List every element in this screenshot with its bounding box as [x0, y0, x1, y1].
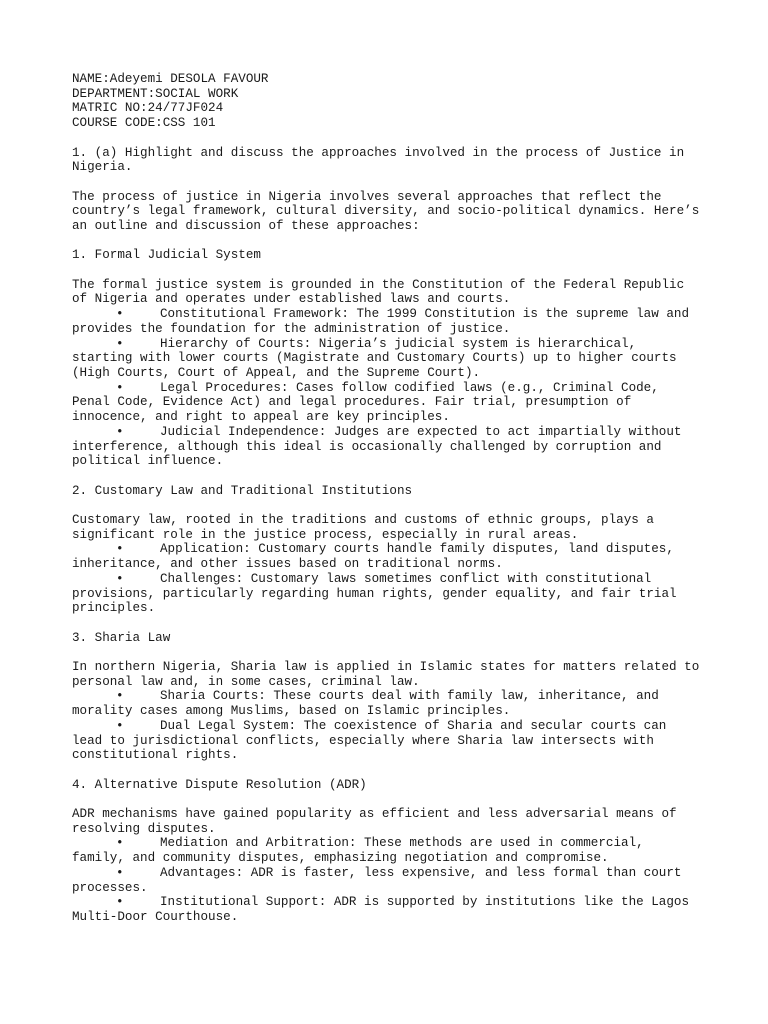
question-text [72, 146, 712, 175]
bullet-text: Judicial Independence: Judges are expected to act impartially without [160, 424, 682, 439]
bullet-dot-icon: • [116, 895, 124, 910]
intro-line: country’s legal framework, cultural diversity, and socio-political dynamics. Here’s [72, 204, 700, 219]
bullet-text: Sharia Courts: These courts deal with family law, inheritance, and [160, 689, 659, 704]
document-page [72, 72, 712, 939]
section-body [72, 278, 712, 469]
bullet-dot-icon: • [116, 380, 124, 395]
bullet-item [72, 719, 712, 763]
section-heading [72, 248, 712, 263]
bullet-text: Dual Legal System: The coexistence of Sharia and secular courts can [160, 718, 667, 733]
bullet-first-line [72, 836, 712, 851]
bullet-item [72, 381, 712, 425]
bullet-first-line [72, 337, 712, 352]
section-body-line: In northern Nigeria, Sharia law is applied in Islamic states for matters related to [72, 660, 700, 674]
bullet-continuation-line: principles. [72, 601, 156, 616]
intro-line: The process of justice in Nigeria involves several approaches that reflect the [72, 189, 662, 204]
bullet-dot-icon: • [116, 336, 124, 351]
bullet-first-line [72, 895, 712, 910]
bullet-text: Advantages: ADR is faster, less expensive, and less formal than court [160, 865, 682, 880]
bullet-first-line [72, 425, 712, 440]
bullet-continuation-line: (High Courts, Court of Appeal, and the Supreme Court). [72, 366, 481, 380]
bullet-item [72, 425, 712, 469]
section-body-line: resolving disputes. [72, 821, 216, 836]
bullet-item [72, 895, 712, 924]
bullet-continuation-line: constitutional rights. [72, 748, 239, 763]
bullet-continuation-line: processes. [72, 880, 148, 895]
section-heading-text: 3. Sharia Law [72, 630, 171, 645]
section-heading [72, 631, 712, 646]
bullet-first-line [72, 866, 712, 881]
section-body [72, 660, 712, 763]
section-body [72, 807, 712, 925]
bullet-first-line [72, 307, 712, 322]
section-heading [72, 484, 712, 499]
bullet-item [72, 572, 712, 616]
bullet-dot-icon: • [116, 865, 124, 880]
student-name: NAME:Adeyemi DESOLA FAVOUR [72, 72, 269, 86]
section-body-line: significant role in the justice process, especially in rural areas. [72, 527, 579, 542]
bullet-continuation-line: family, and community disputes, emphasizing negotiation and compromise. [72, 851, 609, 866]
bullet-dot-icon: • [116, 424, 124, 439]
section-body-line: personal law and, in some cases, criminal law. [72, 674, 420, 689]
bullet-text: Challenges: Customary laws sometimes conflict with constitutional [160, 571, 652, 586]
bullet-continuation-line: lead to jurisdictional conflicts, especially where Sharia law intersects with [72, 733, 654, 748]
bullet-item [72, 307, 712, 336]
bullet-continuation-line: Penal Code, Evidence Act) and legal procedures. Fair trial, presumption of [72, 395, 632, 410]
bullet-first-line [72, 381, 712, 396]
bullet-first-line [72, 689, 712, 704]
question-line: 1. (a) Highlight and discuss the approaches involved in the process of Justice in [72, 145, 685, 160]
bullet-text: Application: Customary courts handle family disputes, land disputes, [160, 542, 674, 557]
bullet-dot-icon: • [116, 571, 124, 586]
bullet-dot-icon: • [116, 718, 124, 733]
bullet-text: Institutional Support: ADR is supported by institutions like the Lagos [160, 895, 690, 910]
bullet-item [72, 866, 712, 895]
bullet-continuation-line: innocence, and right to appeal are key principles. [72, 410, 450, 425]
bullet-continuation-line: provisions, particularly regarding human rights, gender equality, and fair trial [72, 586, 677, 601]
bullet-continuation-line: Multi-Door Courthouse. [72, 909, 239, 924]
section-body-line: The formal justice system is grounded in the Constitution of the Federal Republic [72, 277, 685, 292]
section-heading [72, 778, 712, 793]
bullet-item [72, 337, 712, 381]
bullet-text: Constitutional Framework: The 1999 Constitution is the supreme law and [160, 307, 690, 322]
course-code: COURSE CODE:CSS 101 [72, 116, 216, 131]
section-heading-text: 2. Customary Law and Traditional Institutions [72, 483, 413, 498]
bullet-text: Hierarchy of Courts: Nigeria’s judicial system is hierarchical, [160, 336, 637, 351]
bullet-item [72, 689, 712, 718]
bullet-first-line [72, 719, 712, 734]
bullet-dot-icon: • [116, 689, 124, 704]
intro-line: an outline and discussion of these approaches: [72, 219, 420, 233]
intro-paragraph [72, 190, 712, 234]
section-body-line: ADR mechanisms have gained popularity as efficient and less adversarial means of [72, 807, 677, 821]
bullet-first-line [72, 572, 712, 587]
section-body-line: of Nigeria and operates under established laws and courts. [72, 292, 511, 307]
bullet-item [72, 836, 712, 865]
section-heading-text: 4. Alternative Dispute Resolution (ADR) [72, 777, 367, 792]
bullet-dot-icon: • [116, 836, 124, 851]
bullet-text: Mediation and Arbitration: These methods are used in commercial, [160, 836, 644, 851]
bullet-text: Legal Procedures: Cases follow codified laws (e.g., Criminal Code, [160, 380, 659, 395]
bullet-continuation-line: interference, although this ideal is occasionally challenged by corruption and [72, 439, 662, 454]
student-header [72, 72, 712, 131]
bullet-dot-icon: • [116, 307, 124, 322]
student-department: DEPARTMENT:SOCIAL WORK [72, 86, 239, 101]
bullet-continuation-line: starting with lower courts (Magistrate and Customary Courts) up to higher courts [72, 351, 677, 366]
section-body [72, 513, 712, 616]
bullet-continuation-line: provides the foundation for the administration of justice. [72, 321, 511, 336]
bullet-continuation-line: morality cases among Muslims, based on Islamic principles. [72, 704, 511, 719]
bullet-continuation-line: political influence. [72, 454, 224, 469]
bullet-continuation-line: inheritance, and other issues based on traditional norms. [72, 557, 503, 572]
bullet-dot-icon: • [116, 542, 124, 557]
sections-container [72, 248, 712, 924]
section-body-line: Customary law, rooted in the traditions and customs of ethnic groups, plays a [72, 513, 654, 527]
bullet-first-line [72, 542, 712, 557]
question-line: Nigeria. [72, 160, 133, 175]
section-heading-text: 1. Formal Judicial System [72, 248, 261, 263]
matric-number: MATRIC NO:24/77JF024 [72, 101, 224, 116]
bullet-item [72, 542, 712, 571]
